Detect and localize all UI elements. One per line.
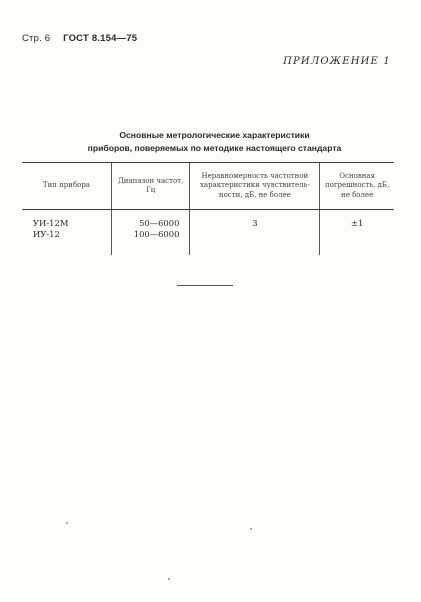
header-frequency-range (111, 163, 189, 210)
table-row (22, 210, 394, 256)
header-device-type-line: Тип прибора (42, 181, 91, 190)
header-basic-error-line: Основная (339, 172, 376, 181)
appendix-label: ПРИЛОЖЕНИЕ 1 (283, 56, 391, 67)
header-nonuniformity-line: Неравномерность частотной (201, 172, 309, 181)
header-nonuniformity (190, 163, 320, 210)
header-frequency-range-line: Гц (146, 186, 156, 194)
header-device-type (22, 163, 111, 210)
device-type: УИ-12М (33, 218, 69, 228)
table-title (0, 129, 421, 155)
characteristics-table (22, 162, 394, 255)
header-nonuniformity-line: ности, дБ, не более (218, 190, 291, 199)
table-title-line-1: Основные метрологические характеристики (119, 130, 310, 140)
cell-device-types (22, 210, 111, 256)
cell-frequency-ranges (111, 210, 189, 256)
page-header (22, 33, 137, 44)
cell-nonuniformity: 3 (190, 210, 320, 256)
header-frequency-range-line: Диапазон частот, (118, 176, 184, 185)
header-nonuniformity-line: характеристики чувствитель- (199, 181, 310, 190)
scan-speck (168, 578, 170, 580)
header-basic-error-line: погрешность, дБ, (325, 181, 390, 190)
scan-speck (250, 528, 252, 530)
scan-speck (66, 522, 68, 524)
frequency-range: 100—6000 (133, 228, 180, 239)
table-title-line-2: приборов, поверяемых по методике настоящего стандарта (87, 143, 342, 153)
header-basic-error (320, 163, 394, 210)
frequency-range: 50—6000 (139, 218, 180, 228)
table-header-row (22, 163, 394, 210)
device-type: ИУ-12 (33, 228, 60, 239)
page-number: Стр. 6 (22, 33, 51, 44)
closing-rule (177, 285, 233, 286)
cell-basic-error: ±1 (320, 210, 394, 256)
standard-number: ГОСТ 8.154—75 (63, 33, 138, 44)
header-basic-error-line: не более (341, 190, 374, 199)
